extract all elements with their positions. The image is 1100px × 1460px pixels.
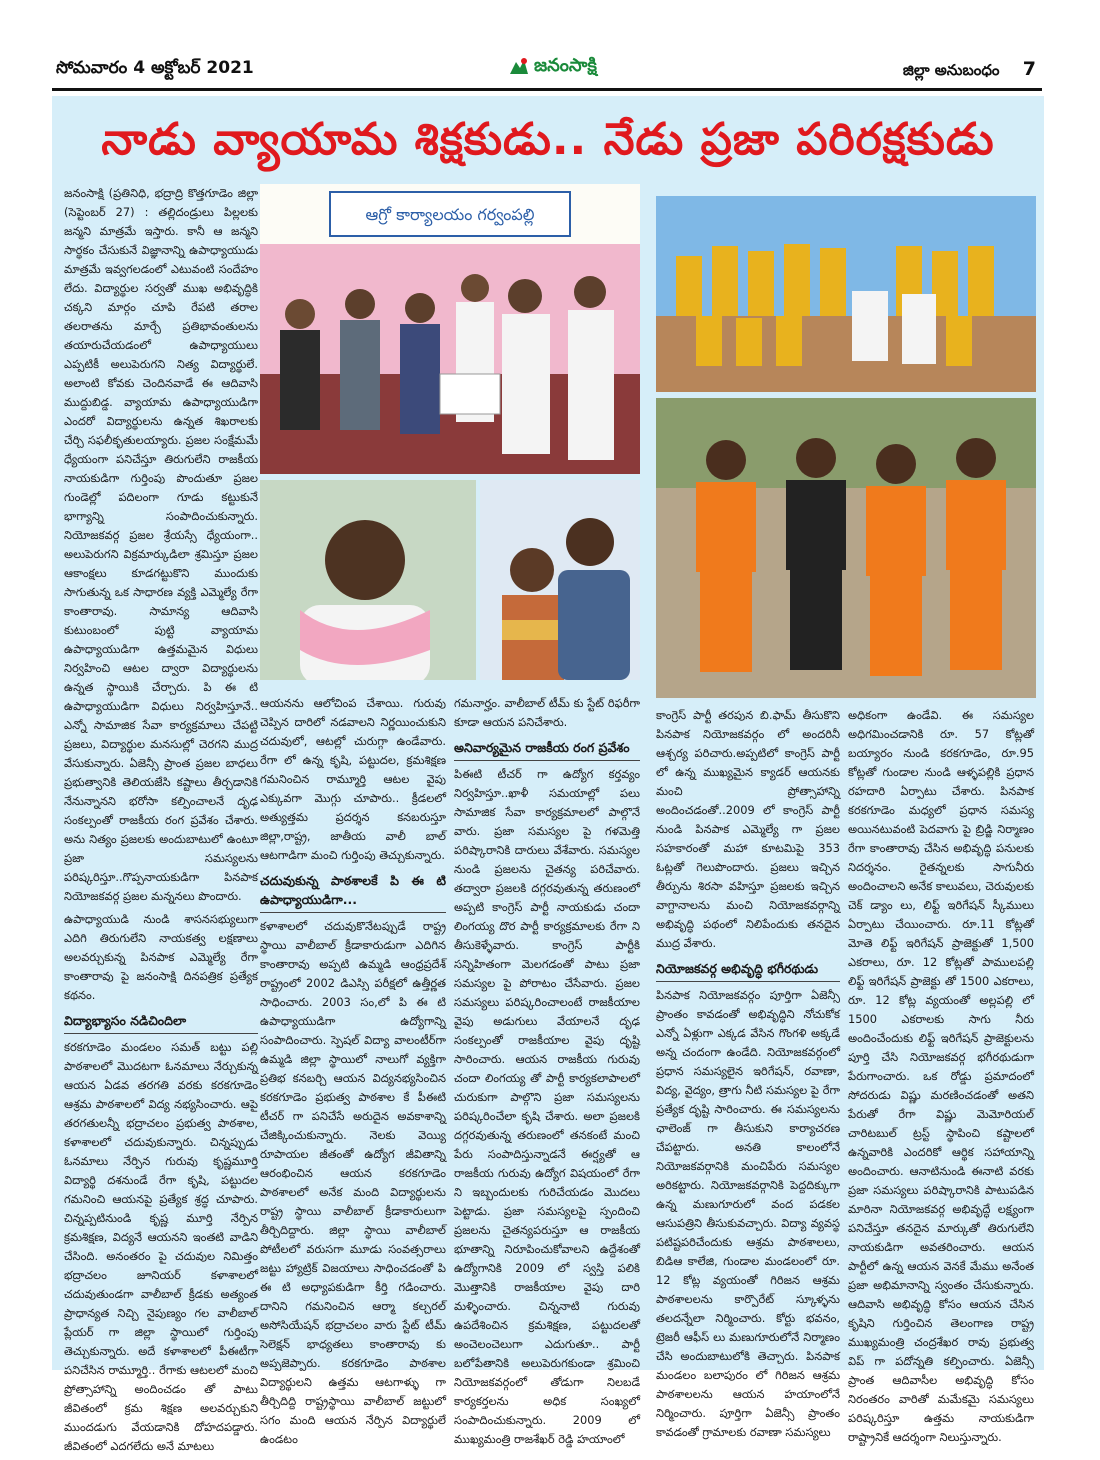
- col4-para-2: పినపాక నియోజకవర్గం పూర్తిగా ఏజెన్సీ ప్రాంతం కావడంతో అభివృద్ధిని నోచుకోక ఎన్నో ఏళ్లుగా ఎక్కడ వేసిన గొంగళి అక్కడే అన్న చందంగా ఉండేది. నియోజకవర్గంలో ప్రధాన సమస్యలైన ఇరిగేషన్, రవాణా, విద్య, వైద్యం, త్రాగు నీటి సమస్యల పై రేగా ప్రత్యేక దృష్టి సారించారు. ఈ సమస్యలను ఛాలెంజ్ గా తీసుకుని కార్యాచరణ చేపట్టారు. అనతి కాలంలోనే నియోజకవర్గానికి మంచిపేరు సమస్యల అరికట్టారు. నియోజకవర్గానికి పెద్దదిక్కుగా ఉన్న మణుగూరులో వంద పడకల ఆసుపత్రిని తీసుకువచ్చారు. విద్యా వ్యవస్థ పటిష్టపరిచేందుకు ఆశ్రమ పాఠశాలలు, బిడిఆ కాలేజి, గుండాల మండలంలో రూ. 12 కోట్ల వ్యయంతో గిరిజన ఆశ్రమ పాఠశాలలను కార్పొరేట్ స్కూళ్ళను తలదన్నేలా నిర్మించారు. కోర్టు భవనం, ట్రెజరీ ఆఫీస్ లు మణుగూరులోనే నిర్మాణం చేసి అందుబాటులోకి తెచ్చారు. పినపాక మండలం బలాపురం లో గిరిజన ఆశ్రమ పాఠశాలలను ఆయన హయాంలోనే నిర్మించారు. పూర్తిగా ఏజెన్సీ ప్రాంతం కావడంతో గ్రామాలకు రవాణా సమస్యలు: [656, 988, 840, 1439]
- photo-award-ceremony: [260, 184, 640, 474]
- masthead: [52, 52, 1042, 91]
- col1-para-1: జనంసాక్షి (ప్రతినిధి, భద్రాద్రి కొత్తగూడెం జిల్లా (సెప్టెంబర్ 27) : తల్లిదండ్రులు పిల్లలకు జన్మని మాత్రమే ఇస్తారు. కానీ ఆ జన్మని సార్థకం చేసుకునే విజ్ఞానాన్ని ఉపాధ్యాయుడు మాత్రమే ఇవ్వగలడంలో ఎటువంటి సందేహం లేదు. విద్యార్థుల సర్వతో ముఖ అభివృద్ధికి చక్కని మార్గం చూపి రేపటి తరాల తలరాతను మార్చే ప్రతిభావంతులను తయారుచేయడంలో ఉపాధ్యాయులు ఎప్పటికీ అలుపెరుగని నిత్య విద్యార్థులే. అలాంటి కోవకు చెందినవాడే ఈ ఆదివాసి ముద్దుబిడ్డ. వ్యాయామ ఉపాధ్యాయుడిగా ఎందరో విద్యార్థులను ఉన్నత శిఖరాలకు చేర్చి సఫలీకృతులయ్యారు. ప్రజల సంక్షేమమే ధ్యేయంగా పనిచేస్తూ తిరుగులేని రాజకీయ నాయకుడిగా గుర్తింపు పొందుతూ ప్రజల గుండెల్లో పదిలంగా గూడు కట్టుకునే భాగ్యాన్ని సంపాదించుకున్నారు. నియోజకవర్గ ప్రజల శ్రేయస్సే ధ్యేయంగా.. అలుపెరుగని విక్రమార్కుడిలా శ్రమిస్తూ ప్రజల ఆకాంక్షలు కూడగట్టుకొని ముందుకు సాగుతున్న ఒక సాధారణ వ్యక్తి ఎమ్మెల్యే రేగా కాంతారావు. సామాన్య ఆదివాసి కుటుంబంలో పుట్టి వ్యాయామ ఉపాధ్యాయుడిగా ఉత్తమమైన విధులు నిర్వహించి ఆటల ద్వారా విద్యార్థులను ఉన్నత స్థాయికి చేర్చారు. పి ఈ టి ఉపాధ్యాయుడిగా విధులు నిర్వహిస్తూనే.. ఎన్నో సామాజిక సేవా కార్యక్రమాలు చేపట్టి ప్రజలు, విద్యార్థుల మనసుల్లో చెరగని ముద్ర వేసుకున్నారు. ఏజెన్సీ ప్రాంత ప్రజల బాధలు ప్రభుత్వానికి తెలియజేసి కష్టాలు తీర్చడానికి నేనున్నానని భరోసా కల్పించాలనే దృఢ సంకల్పంతో రాజకీయ రంగ ప్రవేశం చేశారు. అను నిత్యం ప్రజలకు అందుబాటులో ఉంటూ ప్రజా సమస్యలను పరిష్కరిస్తూ..గొప్పనాయకుడిగా పినపాక నియోజకవర్గ ప్రజల మన్ననలు పొందారు.: [64, 186, 258, 903]
- photo-volleyball-team: [656, 196, 1036, 392]
- col3-para-1: గమనార్హం. వాలీబాల్ టీమ్ కు స్టేట్ రిఫరీగా కూడా ఆయన పనిచేశారు.: [454, 696, 640, 729]
- logo-text: జనంసాక్షి: [534, 55, 597, 76]
- mother-illustration: [480, 480, 640, 680]
- issue-date: సోమవారం 4 అక్టోబర్ 2021: [56, 58, 254, 78]
- team-illustration: [656, 196, 1036, 392]
- article-headline: నాడు వ్యాయామ శిక్షకుడు.. నేడు ప్రజా పరిరక్షకుడు: [101, 114, 995, 165]
- col2-subheading: చదువుకున్న పాఠశాలకే పి ఈ టి ఉపాధ్యాయుడిగా...: [260, 871, 446, 913]
- col1-para-3: కరకగూడెం మండలం సమత్ బట్టు పల్లి పాఠశాలలో మొదటగా ఓనమాలు నేర్చుకున్న ఆయన ఏడవ తరగతి వరకు కరకగూడెం ఆశ్రమ పాఠశాలలో విద్య నభ్యసించారు. ఆపై తరగతులన్నీ భద్రాచలం ప్రభుత్వ పాఠశాల, కళాశాలలో చదువుకున్నారు. చిన్నప్పుడు ఓనమాలు నేర్పిన గురువు కృష్ణమూర్తి విద్యార్థి దశనుండే రేగా కృషి, పట్టుదల గమనించి ఆయనపై ప్రత్యేక శ్రద్ధ చూపారు. చిన్నప్పటినుండి కృష్ణ మూర్తి నేర్పిన క్రమశిక్షణ, విద్యనే ఆయనని ఇంతటి వాడిని చేసింది. అనంతరం పై చదువుల నిమిత్తం భద్రాచలం జూనియర్ కళాశాలలో చదువుతుండగా వాలీబాల్ క్రీడకు అత్యంత ప్రాధాన్యత నిచ్చి నైపుణ్యం గల వాలీబాల్ ప్లేయర్ గా జిల్లా స్థాయిలో గుర్తింపు తెచ్చుకున్నారు. అదే కళాశాలలో పీఈటీగా పనిచేసిన రామ్మూర్తి.. రేగాకు ఆటలలో మంచి ప్రోత్సాహాన్ని అందించడం తో పాటు జీవితంలో క్రమ శిక్షణ అలవర్చుకుని ముందడుగు వేయడానికి దోహదపడ్డారు. జీవితంలో ఎదగలేదు అనే మాటలు: [64, 1040, 258, 1453]
- newspaper-logo: [504, 52, 664, 82]
- col3-para-2: పిఈటి టీచర్ గా ఉద్యోగ కర్తవ్యం నిర్వహిస్తూ..ఖాళీ సమయాల్లో పలు సామాజిక సేవా కార్యక్రమాలలో పాల్గొనే వారు. ప్రజా సమస్యల పై గళమెత్తి పరిష్కారానికి దారులు వేశేవారు. సమస్యల నుండి ప్రజలను చైతన్య పరిచేవారు. తద్వారా ప్రజలకి దగ్గరవుతున్న తరుణంలో అప్పటి కాంగ్రెస్ పార్టీ నాయకుడు చందా లింగయ్య దొర పార్టీ కార్యక్రమాలకు రేగా ని తీసుకెళ్ళేవారు. కాంగ్రెస్ పార్టీకి సన్నిహితంగా మెలగడంతో పాటు ప్రజా సమస్యల పై పోరాటం చేసేవారు. ప్రజల సమస్యలు పరిష్కరించాలంటే రాజకీయాల వైపు అడుగులు వేయాలనే దృఢ సంకల్పంతో రాజకీయాల వైపు దృష్టి సారించారు. ఆయన రాజకీయ గురువు చందా లింగయ్య తో పార్టీ కార్యకలాపాలలో చురుకుగా పాల్గొని ప్రజా సమస్యలను పరిష్కరించేలా కృషి చేశారు. అలా ప్రజలకి దగ్గరవుతున్న తరుణంలో తనకంటే మంచి పేరు సంపాదిస్తున్నాడనే ఈర్ష్యతో ఆ రాజకీయ గురువు ఉద్యోగ విషయంలో రేగా ని ఇబ్బందులకు గురిచేయడం మొదలు పెట్టాడు. ప్రజా సమస్యలపై స్పందించి ప్రజలను చైతన్యపరుస్తూ ఆ రాజకీయ భూతాన్ని నిరూపించుకోవాలని ఉద్దేశంతో ఉద్యోగానికి 2009 లో స్వస్తి పలికి మొత్తానికి రాజకీయాల వైపు దారి మళ్ళించారు. చిన్ననాటి గురువు ఉపదేశించిన క్రమశిక్షణ, పట్టుదలతో అంచెలంచెలుగా ఎదుగుతూ.. పార్టీ బలోపేతానికి అలుపెరుగకుండా శ్రమించి నియోజకవర్గంలో తోడుగా నిలబడే కార్యకర్తలను అధిక సంఖ్యలో సంపాదించుకున్నారు. 2009 లో ముఖ్యమంత్రి రాజశేఖర్ రెడ్డి హయాంలో: [454, 767, 640, 1446]
- col2-para-2: కళాశాలలో చదువుకొనేటప్పుడే రాష్ట్ర స్థాయి వాలీబాల్ క్రీడాకారుడుగా ఎదిగిన కాంతారావు అప్పటి ఉమ్మడి ఆంధ్రప్రదేశ్ రాష్ట్రంలో 2002 డిఎస్సి పరీక్షలో ఉత్తీర్ణత సాధించారు. 2003 సం,లో పి ఈ టి ఉపాధ్యాయుడిగా ఉద్యోగాన్ని సంపాదించారు. స్పెషల్ విద్యా వాలంటీర్‌గా ఉమ్మడి జిల్లా స్థాయిలో నాలుగో వ్యక్తిగా ప్రతిభ కనబర్చి ఆయన విద్యనభ్యసించిన కరకగూడెం ప్రభుత్వ పాఠశాల కే పీఈటి టీచర్ గా పనిచేసే అరుదైన అవకాశాన్ని చేజిక్కించుకున్నారు. నెలకు వెయ్యి రూపాయల జీతంతో ఉద్యోగ జీవితాన్ని ఆరంభించిన ఆయన కరకగూడెం పాఠశాలలో అనేక మంది విద్యార్థులను రాష్ట్ర స్థాయి వాలీబాల్ క్రీడాకారులుగా తీర్చిదిద్దారు. జిల్లా స్థాయి వాలీబాల్ పోటీలలో వరుసగా మూడు సంవత్సరాలు జట్టు హ్యాట్రిక్ విజయాలు సాధించడంతో పి ఈ టి అధ్యాపకుడిగా కీర్తి గడించారు. దానిని గమనించిన ఆర్మా కల్చరల్ అసోసియేషన్ భద్రాచలం వారు స్టేట్ టీమ్ సెలెక్షన్ భాధ్యతలు కాంతారావు కు అప్పజెప్పారు. కరకగూడెం పాఠశాల విద్యార్థులని ఉత్తమ ఆటగాళ్ళు గా తీర్చిదిద్ది రాష్ట్రస్థాయి వాలీబాల్ జట్టులో సగం మంది ఆయన నేర్పిన విద్యార్థులే ఉండటం: [260, 919, 446, 1446]
- portrait-illustration: [260, 480, 476, 680]
- col4-para-1: కాంగ్రెస్ పార్టీ తరపున బి.ఫామ్ తీసుకొని పినపాక నియోజకవర్గం లో అందరినీ ఆశ్చర్య పరిచారు.అప్పటిలో కాంగ్రెస్ పార్టీ లో ఉన్న ముఖ్యమైన క్యాడర్ ఆయనకు మంచి ప్రోత్సాహాన్ని అందించడంతో..2009 లో కాంగ్రెస్ పార్టీ నుండి పినపాక ఎమ్మెల్యే గా ప్రజల సహకారంతో మహా కూటమిపై 353 ఓట్లతో గెలుపొందారు. ప్రజలు ఇచ్చిన తీర్పును శిరసా వహిస్తూ ప్రజలకు ఇచ్చిన వాగ్దానాలను మంచి నియోజకవర్గాన్ని అభివృద్ధి పథంలో నిలిపేందుకు తనదైన ముద్ర వేశారు.: [656, 708, 840, 950]
- section-label: [903, 58, 1036, 83]
- col2-para-1: ఆయనను ఆలోచింప చేశాయి. గురువు చెప్పిన దారిలో నడవాలని నిర్ణయించుకుని చదువులో, ఆటల్లో చురుగ్గా ఉండేవారు. రేగా లో ఉన్న కృషి, పట్టుదల, క్రమశిక్షణ గమనించిన రామ్మూర్తి ఆటల వైపు ఎక్కువగా మొగ్గు చూపారు.. క్రీడలలో అత్యుత్తమ ప్రదర్శన కనబరుస్తూ జిల్లా,రాష్ట్ర, జాతీయ వాలీ బాల్ ఆటగాడిగా మంచి గుర్తింపు తెచ్చుకున్నారు.: [260, 696, 446, 862]
- col1-subheading: విద్యాభ్యాసం నడిచిందిలా: [64, 1011, 258, 1034]
- column-4: [656, 706, 840, 1446]
- banner-text: ఆగ్రో కార్యాలయం గర్వంపల్లి: [365, 205, 535, 224]
- column-3: [454, 694, 640, 1453]
- logo-mark-icon: [508, 56, 530, 78]
- col1-para-2: ఉపాధ్యాయుడి నుండి శాసనసభ్యులుగా ఎదిగి తిరుగులేని నాయకత్వ లక్షణాలు అలవర్చుకున్న పినపాక ఎమ్మెల్యే రేగా కాంతారావు పై జనంసాక్షి దినపత్రిక ప్రత్యేక కథనం.: [64, 912, 258, 1002]
- ceremony-illustration: [260, 184, 640, 474]
- photo-four-players: [656, 398, 1036, 698]
- photo-mla-portrait: [260, 480, 476, 680]
- page-number: 7: [1022, 58, 1036, 80]
- section-name: జిల్లా అనుబంధం: [902, 61, 1000, 79]
- photo-with-mother: [480, 480, 640, 680]
- col4-subheading: నియోజకవర్గ అభివృద్ధి భగీరథుడు: [656, 959, 840, 982]
- col3-subheading: అనివార్యమైన రాజకీయ రంగ ప్రవేశం: [454, 738, 640, 761]
- col5-para-1: అధికంగా ఉండేవి. ఈ సమస్యల అధిగమించడానికి రూ. 57 కోట్లతో బయ్యారం నుండి కరకగూడెం, రూ.95 కోట్లతో గుండాల నుండి ఆళ్ళపల్లికి ప్రధాన రహదారి ఏర్పాటు చేశారు. పినపాక కరకగూడెం మధ్యలో ప్రధాన సమస్య అయినటువంటి పెదవాగు పై బ్రిడ్జి నిర్మాణం రేగా కాంతారావు చేసిన అభివృద్ధి పనులకు నిదర్శనం. రైతన్నలకు సాగునీరు అందించాలని అనేక కాలువలు, చెరువులకు చెక్ డ్యాం లు, లిఫ్ట్ ఇరిగేషన్ స్కీములు ఏర్పాటు చేయించారు. రూ.11 కోట్లతో మోతె లిఫ్ట్ ఇరిగేషన్ ప్రాజెక్టుతో 1,500 ఎకరాలు, రూ. 12 కోట్లతో పాములపల్లి లిఫ్ట్ ఇరిగేషన్ ప్రాజెక్టు తో 1500 ఎకరాలు, రూ. 12 కోట్ల వ్యయంతో అల్లపల్లి లో 1500 ఎకరాలకు సాగు నీరు అందించేందుకు లిఫ్ట్ ఇరిగేషన్ ప్రాజెక్టులను పూర్తి చేసి నియోజకవర్గ భగీరథుడుగా పేరుగాంచారు. ఒక రోడ్డు ప్రమాదంలో సోదరుడు విష్ణు మరణించడంతో అతని పేరుతో రేగా విష్ణు మెమోరియల్ చారిటబుల్ ట్రస్ట్ స్థాపించి కష్టాలలో ఉన్నవారికి ఎందరికో ఆర్థిక సహాయాన్ని అందించారు. ఆనాటినుండి ఈనాటి వరకు ప్రజా సమస్యలు పరిష్కారానికి పాటుపడిన మారినా నియోజకవర్గ అభివృద్ధే లక్ష్యంగా పనిచేస్తూ తనదైన మార్కుతో తిరుగులేని నాయకుడిగా అవతరించారు. ఆయన పార్టీలో ఉన్న ఆయన వెనకే మేము అనేంత ప్రజా అభిమానాన్ని స్వంతం చేసుకున్నారు. ఆదివాసి అభివృద్ధి కోసం ఆయన చేసిన కృషిని గుర్తించిన తెలంగాణ రాష్ట్ర ముఖ్యమంత్రి చంద్రశేఖర రావు ప్రభుత్వ విప్ గా పదోన్నతి కల్పించారు. ఏజెన్సీ ప్రాంత ఆదివాసీల అభివృద్ధి కోసం నిరంతరం వారితో మమేకమై సమస్యలు పరిష్కరిస్తూ ఉత్తమ నాయకుడిగా రాష్ట్రానికే ఆదర్శంగా నిలుస్తున్నారు.: [848, 708, 1034, 1444]
- article-panel: [52, 96, 1044, 1453]
- column-2: [260, 694, 446, 1453]
- players-illustration: [656, 398, 1036, 698]
- column-5: [848, 706, 1034, 1451]
- column-1: [64, 184, 258, 1460]
